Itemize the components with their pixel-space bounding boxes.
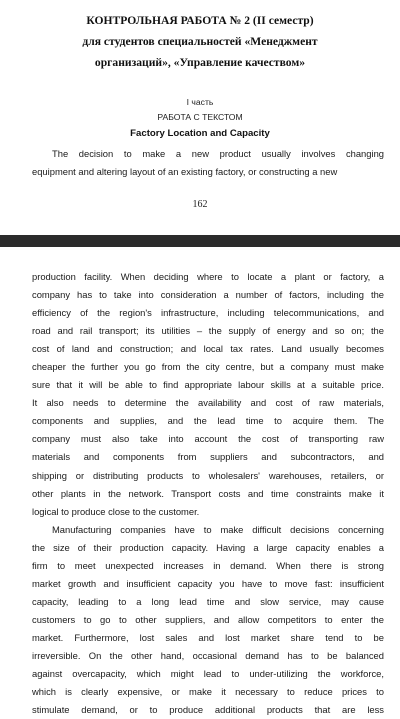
text-line: efficiency of the region's infrastructure, including telecommunications, and [32,307,384,319]
title-line-2: для студентов специальностей «Менеджмент [82,35,318,48]
text-line: cheaper the further you go from the city centre, but a company must make [32,361,384,373]
article-title: Factory Location and Capacity [130,128,270,139]
page-divider [0,235,400,247]
text-line: against overcapacity, which might lead to under-utilizing the workforce, [32,668,384,680]
body-text [32,268,384,719]
page-number: 162 [192,199,208,210]
text-line: production facility. When deciding where to locate a plant or factory, a [32,271,384,282]
text-line: cost of land and construction; and local tax rates. Land usually becomes [32,343,384,355]
text-line: components and supplies, and the lead time to acquire them. The [32,415,384,427]
text-line: It also needs to determine the availability and cost of raw materials, [32,397,384,409]
paragraph-1 [32,268,384,521]
title-line-3: организаций», «Управление качеством» [94,56,306,69]
text-line: sure that it will be able to find appropriate labour skills at a suitable price. [32,379,384,391]
text-line: the size of their production capacity. Having a large capacity enables a [32,541,384,553]
text-line: company must also take into account the cost of transporting raw [32,433,384,445]
intro-line: The decision to make a new product usually involves changing [52,148,384,159]
text-line: customers to go to other suppliers, and allow competitors to enter the [32,613,384,625]
text-line: logical to produce close to the customer. [32,505,200,517]
text-line: Manufacturing companies have to make difficult decisions concerning [52,523,384,535]
text-line: capacity, leading to a long lead time and slow service, may cause [32,595,384,607]
intro-line: equipment and altering layout of an existing factory, or constructing a new [32,165,338,177]
text-line: materials and components from suppliers and subcontractors, and [32,451,384,463]
document-title [0,10,400,73]
text-line: other plants in the network. Transport costs and time constraints make it [32,487,384,499]
text-line: firm to meet unexpected increases in demand. When there is strong [32,559,384,571]
part-label: I часть [186,97,214,107]
text-line: road and rail transport; its utilities – the supply of energy and so on; the [32,325,384,337]
text-line: market growth and insufficient capacity you have to move fast: insufficient [32,577,384,589]
text-line: shipping or distributing products to wholesalers' warehouses, retailers, or [32,469,384,481]
page-top [0,0,400,228]
intro-paragraph [32,145,384,180]
text-line: stimulate demand, or to produce additional products that are less [32,704,384,716]
paragraph-2 [32,521,384,719]
title-line-1: КОНТРОЛЬНАЯ РАБОТА № 2 (II семестр) [86,14,314,27]
text-line: irreversible. On the other hand, occasional demand has to be balanced [32,649,384,661]
text-line: company has to take into consideration a number of factors, including the [32,289,384,301]
section-label: РАБОТА С ТЕКСТОМ [157,112,243,122]
text-line: which is clearly expensive, or make it necessary to reduce prices to [32,686,384,698]
text-line: market. Furthermore, lost sales and lost market share tend to be [32,631,384,643]
